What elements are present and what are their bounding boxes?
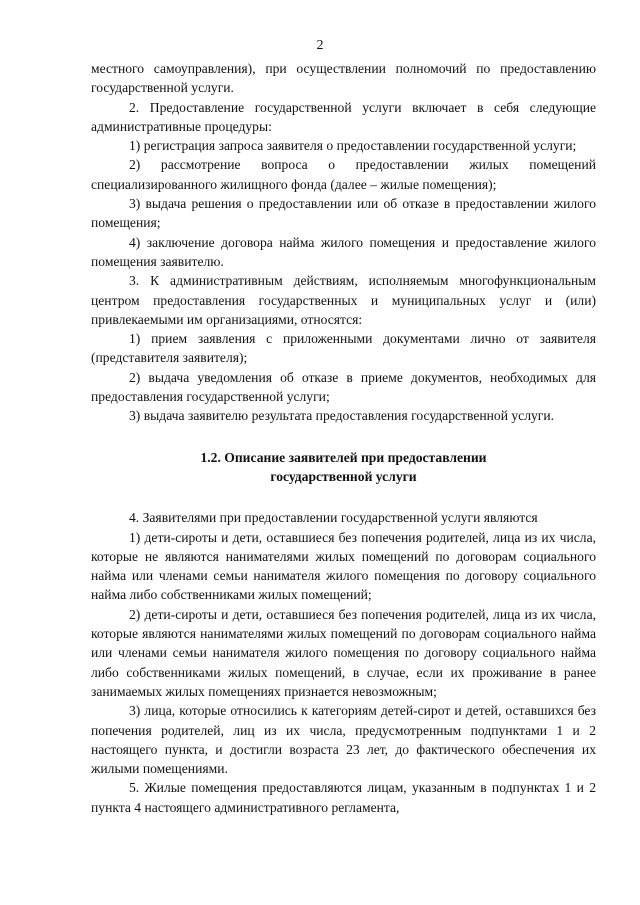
paragraph: 1) прием заявления с приложенными документами лично от заявителя (представителя заявителя); bbox=[91, 331, 596, 366]
paragraph: 2) рассмотрение вопроса о предоставлении жилых помещений специализированного жилищного фонда (далее – жилые помещения); bbox=[91, 157, 596, 192]
section-heading-line: государственной услуги bbox=[270, 468, 417, 484]
paragraph: 3) выдача решения о предоставлении или об отказе в предоставлении жилого помещения; bbox=[91, 196, 596, 231]
paragraph: 5. Жилые помещения предоставляются лицам, указанным в подпунктах 1 и 2 пункта 4 настоящего административного регламента, bbox=[91, 780, 596, 815]
paragraph: 4. Заявителями при предоставлении государственной услуги являются bbox=[129, 510, 538, 526]
paragraph: 3. К административным действиям, исполняемым многофункциональным центром предоставления государственных и муниципальных услуг и (или) привлекаемыми им организациями, относятся: bbox=[91, 273, 596, 327]
paragraph: 1) регистрация запроса заявителя о предоставлении государственной услуги; bbox=[129, 138, 577, 154]
section-heading-line: 1.2. Описание заявителей при предоставлении bbox=[200, 449, 487, 465]
paragraph: местного самоуправления), при осуществлении полномочий по предоставлению государственной услуги. bbox=[91, 61, 596, 96]
page-number: 2 bbox=[316, 38, 324, 53]
paragraph: 1) дети-сироты и дети, оставшиеся без попечения родителей, лица из их числа, которые не являются нанимателями жилых помещений по договорам социального найма или членами семьи нанимателя жилого помещения по договору социального найма либо собственниками жилых помещений; bbox=[91, 529, 596, 603]
document-body bbox=[91, 59, 596, 817]
paragraph: 2) дети-сироты и дети, оставшиеся без попечения родителей, лица из их числа, которые являются нанимателями жилых помещений по договорам социального найма или членами семьи нанимателя жилого помещения по договору социального найма либо собственниками жилых помещений, в случае, если их проживание в ранее занимаемых жилых помещениях признается невозможным; bbox=[91, 606, 596, 699]
paragraph: 2) выдача уведомления об отказе в приеме документов, необходимых для предоставления государственной услуги; bbox=[91, 369, 596, 405]
paragraph: 3) лица, которые относились к категориям детей-сирот и детей, оставшихся без попечения родителей, лиц из их числа, предусмотренным подпунктами 1 и 2 настоящего пункта, и достигли возраста 23 лет, до фактического обеспечения их жилыми помещениями. bbox=[91, 703, 596, 777]
paragraph: 3) выдача заявителю результата предоставления государственной услуги. bbox=[129, 408, 555, 424]
section-heading bbox=[91, 448, 596, 487]
paragraph: 2. Предоставление государственной услуги включает в себя следующие административные процедуры: bbox=[91, 99, 596, 134]
paragraph: 4) заключение договора найма жилого помещения и предоставление жилого помещения заявителю. bbox=[91, 234, 596, 269]
